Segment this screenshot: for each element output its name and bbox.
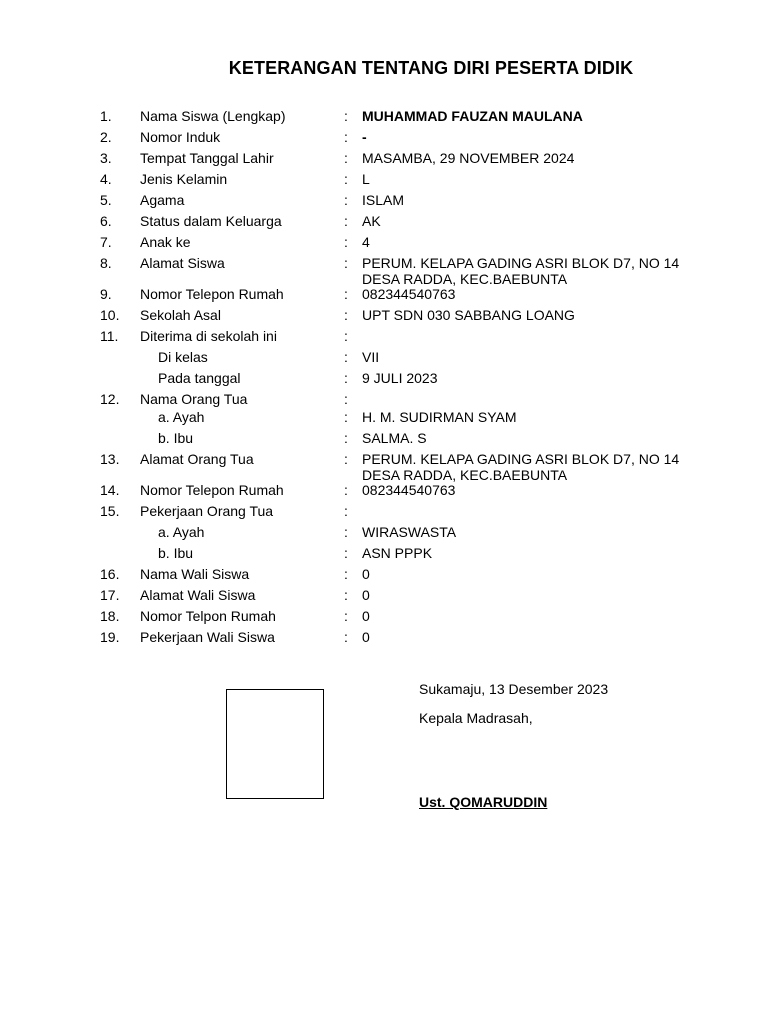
row-colon: : (344, 545, 348, 561)
row-value: ASN PPPK (362, 545, 433, 561)
row-value: 0 (362, 587, 370, 603)
row-value (362, 451, 722, 483)
row-colon: : (344, 129, 348, 145)
address-line-2: DESA RADDA, KEC.BAEBUNTA (362, 467, 568, 483)
row-value: AK (362, 213, 381, 229)
row-label: b. Ibu (158, 430, 194, 446)
row-value: 0 (362, 629, 370, 645)
row-value: SALMA. S (362, 430, 427, 446)
row-value: L (362, 171, 370, 187)
row-colon: : (344, 629, 348, 645)
row-colon: : (344, 234, 348, 250)
row-number: 9. (100, 286, 112, 302)
row-colon: : (344, 192, 348, 208)
row-label: Sekolah Asal (140, 307, 221, 323)
row-number: 14. (100, 482, 120, 498)
row-colon: : (344, 213, 348, 229)
row-number: 11. (100, 328, 119, 344)
row-label: a. Ayah (158, 409, 205, 425)
row-colon: : (344, 286, 348, 302)
row-colon: : (344, 587, 348, 603)
row-colon: : (344, 566, 348, 582)
row-colon: : (344, 409, 348, 425)
row-number: 17. (100, 587, 120, 603)
row-label: Alamat Orang Tua (140, 451, 254, 467)
row-label: b. Ibu (158, 545, 194, 561)
row-colon: : (344, 524, 348, 540)
row-number: 3. (100, 150, 112, 166)
row-label: Tempat Tanggal Lahir (140, 150, 274, 166)
row-value: ISLAM (362, 192, 405, 208)
row-colon: : (344, 391, 348, 407)
row-label: Status dalam Keluarga (140, 213, 282, 229)
row-colon: : (344, 349, 348, 365)
row-label: Alamat Siswa (140, 255, 225, 271)
row-label: Nama Wali Siswa (140, 566, 250, 582)
row-value: 0 (362, 566, 370, 582)
row-value: 0 (362, 608, 370, 624)
row-colon: : (344, 171, 348, 187)
row-number: 18. (100, 608, 120, 624)
row-label: Nama Orang Tua (140, 391, 248, 407)
row-value: 082344540763 (362, 286, 456, 302)
row-value (362, 255, 722, 287)
signature-position: Kepala Madrasah, (419, 710, 533, 726)
row-number: 15. (100, 503, 120, 519)
signature-place-date: Sukamaju, 13 Desember 2023 (419, 681, 609, 697)
row-colon: : (344, 370, 348, 386)
row-number: 6. (100, 213, 112, 229)
row-value: 9 JULI 2023 (362, 370, 438, 386)
row-number: 4. (100, 171, 112, 187)
document-title: KETERANGAN TENTANG DIRI PESERTA DIDIK (228, 58, 634, 78)
signature-name: Ust. QOMARUDDIN (419, 794, 548, 810)
row-label: Diterima di sekolah ini (140, 328, 277, 344)
row-number: 13. (100, 451, 120, 467)
row-label: Di kelas (158, 349, 208, 365)
row-number: 12. (100, 391, 120, 407)
row-label: a. Ayah (158, 524, 205, 540)
address-line-2: DESA RADDA, KEC.BAEBUNTA (362, 271, 568, 287)
row-label: Agama (140, 192, 185, 208)
row-colon: : (344, 430, 348, 446)
row-colon: : (344, 150, 348, 166)
row-value: 4 (362, 234, 370, 250)
row-label: Nomor Induk (140, 129, 221, 145)
row-label: Nomor Telepon Rumah (140, 482, 284, 498)
row-colon: : (344, 108, 348, 124)
row-value: H. M. SUDIRMAN SYAM (362, 409, 517, 425)
row-colon: : (344, 451, 348, 467)
row-label: Jenis Kelamin (140, 171, 228, 187)
address-line-1: PERUM. KELAPA GADING ASRI BLOK D7, NO 14 (362, 451, 680, 467)
row-label: Pada tanggal (158, 370, 241, 386)
row-colon: : (344, 328, 348, 344)
row-value: UPT SDN 030 SABBANG LOANG (362, 307, 575, 323)
row-number: 8. (100, 255, 112, 271)
row-label: Nomor Telepon Rumah (140, 286, 284, 302)
row-value: - (362, 129, 367, 145)
row-label: Nama Siswa (Lengkap) (140, 108, 286, 124)
row-colon: : (344, 503, 348, 519)
row-label: Pekerjaan Orang Tua (140, 503, 274, 519)
row-number: 16. (100, 566, 120, 582)
address-line-1: PERUM. KELAPA GADING ASRI BLOK D7, NO 14 (362, 255, 680, 271)
row-label: Nomor Telpon Rumah (140, 608, 276, 624)
row-colon: : (344, 255, 348, 271)
row-number: 2. (100, 129, 112, 145)
row-value: MASAMBA, 29 NOVEMBER 2024 (362, 150, 575, 166)
row-label: Anak ke (140, 234, 191, 250)
row-number: 5. (100, 192, 112, 208)
row-number: 7. (100, 234, 112, 250)
row-value: WIRASWASTA (362, 524, 457, 540)
row-value: MUHAMMAD FAUZAN MAULANA (362, 108, 583, 124)
row-number: 10. (100, 307, 120, 323)
row-value: 082344540763 (362, 482, 456, 498)
row-label: Pekerjaan Wali Siswa (140, 629, 275, 645)
row-colon: : (344, 608, 348, 624)
row-value: VII (362, 349, 380, 365)
row-label: Alamat Wali Siswa (140, 587, 256, 603)
photo-box (226, 689, 324, 799)
row-colon: : (344, 307, 348, 323)
row-number: 19. (100, 629, 120, 645)
row-colon: : (344, 482, 348, 498)
row-number: 1. (100, 108, 112, 124)
